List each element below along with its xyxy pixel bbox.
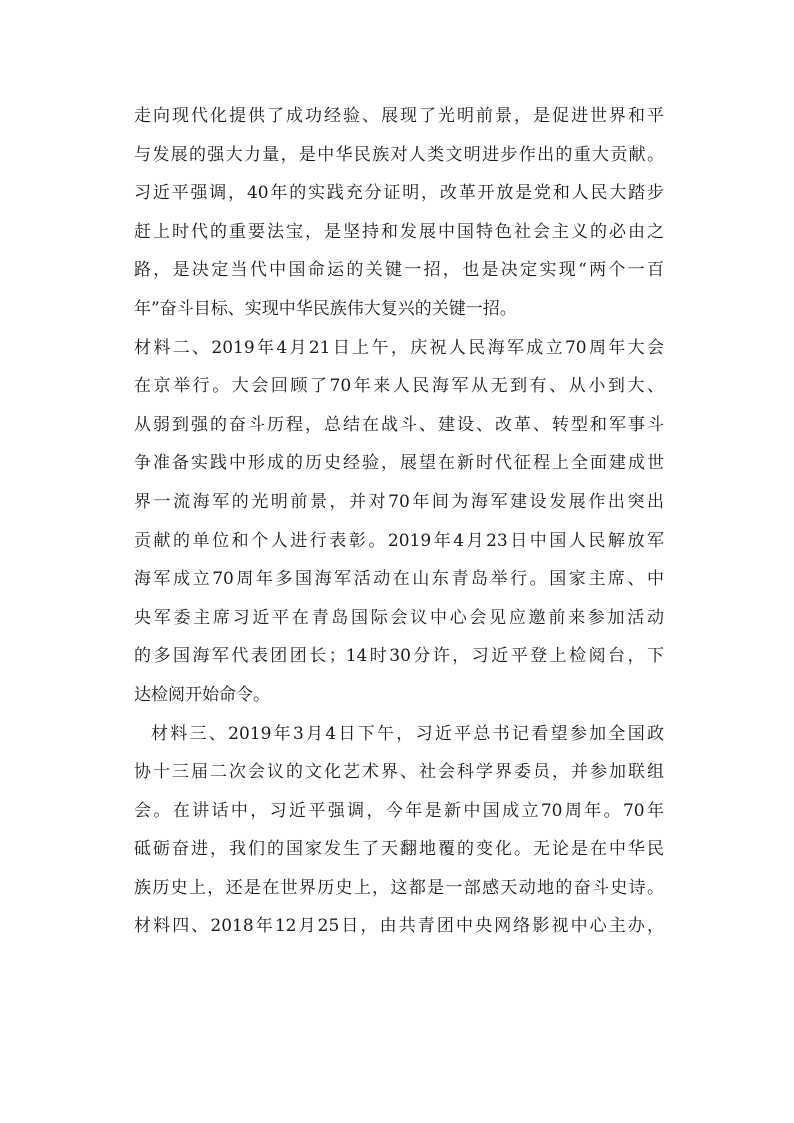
text-line: 从弱到强的奋斗历程，总结在战斗、建设、改革、转型和军事斗 xyxy=(134,414,664,435)
text-line: 材料三、2019年3月4日下午，习近平总书记看望参加全国政 xyxy=(151,723,664,744)
text-line: 与发展的强大力量，是中华民族对人类文明进步作出的重大贡献。 xyxy=(134,144,664,165)
text-line: 海军成立70周年多国海军活动在山东青岛举行。国家主席、中 xyxy=(134,569,664,590)
text-line: 达检阅开始命令。 xyxy=(134,684,270,705)
text-line: 路，是决定当代中国命运的关键一招，也是决定实现“两个一百 xyxy=(134,260,664,281)
text-line: 界一流海军的光明前景，并对70年间为海军建设发展作出突出 xyxy=(134,491,664,512)
text-line: 材料四、2018年12月25日，由共青团中央网络影视中心主办， xyxy=(134,916,664,937)
text-line: 族历史上，还是在世界历史上，这都是一部感天动地的奋斗史诗。 xyxy=(134,877,664,898)
text-line: 会。在讲话中，习近平强调，今年是新中国成立70周年。70年 xyxy=(134,800,664,821)
text-line: 赶上时代的重要法宝，是坚持和发展中国特色社会主义的必由之 xyxy=(134,221,664,242)
text-line: 在京举行。大会回顾了70年来人民海军从无到有、从小到大、 xyxy=(134,376,664,397)
text-line: 砥砺奋进，我们的国家发生了天翻地覆的变化。无论是在中华民 xyxy=(134,839,664,860)
text-line: 协十三届二次会议的文化艺术界、社会科学界委员，并参加联组 xyxy=(134,762,664,783)
text-line: 习近平强调，40年的实践充分证明，改革开放是党和人民大踏步 xyxy=(134,183,664,204)
text-line: 争准备实践中形成的历史经验，展望在新时代征程上全面建成世 xyxy=(134,453,664,474)
text-line: 央军委主席习近平在青岛国际会议中心会见应邀前来参加活动 xyxy=(134,607,664,628)
body-text xyxy=(134,97,664,946)
text-line: 年”奋斗目标、实现中华民族伟大复兴的关键一招。 xyxy=(134,298,517,319)
text-line: 贡献的单位和个人进行表彰。2019年4月23日中国人民解放军 xyxy=(134,530,664,551)
text-line: 的多国海军代表团团长；14时30分许，习近平登上检阅台，下 xyxy=(134,646,664,667)
text-line: 材料二、2019年4月21日上午，庆祝人民海军成立70周年大会 xyxy=(134,337,664,358)
text-line: 走向现代化提供了成功经验、展现了光明前景，是促进世界和平 xyxy=(134,106,664,126)
